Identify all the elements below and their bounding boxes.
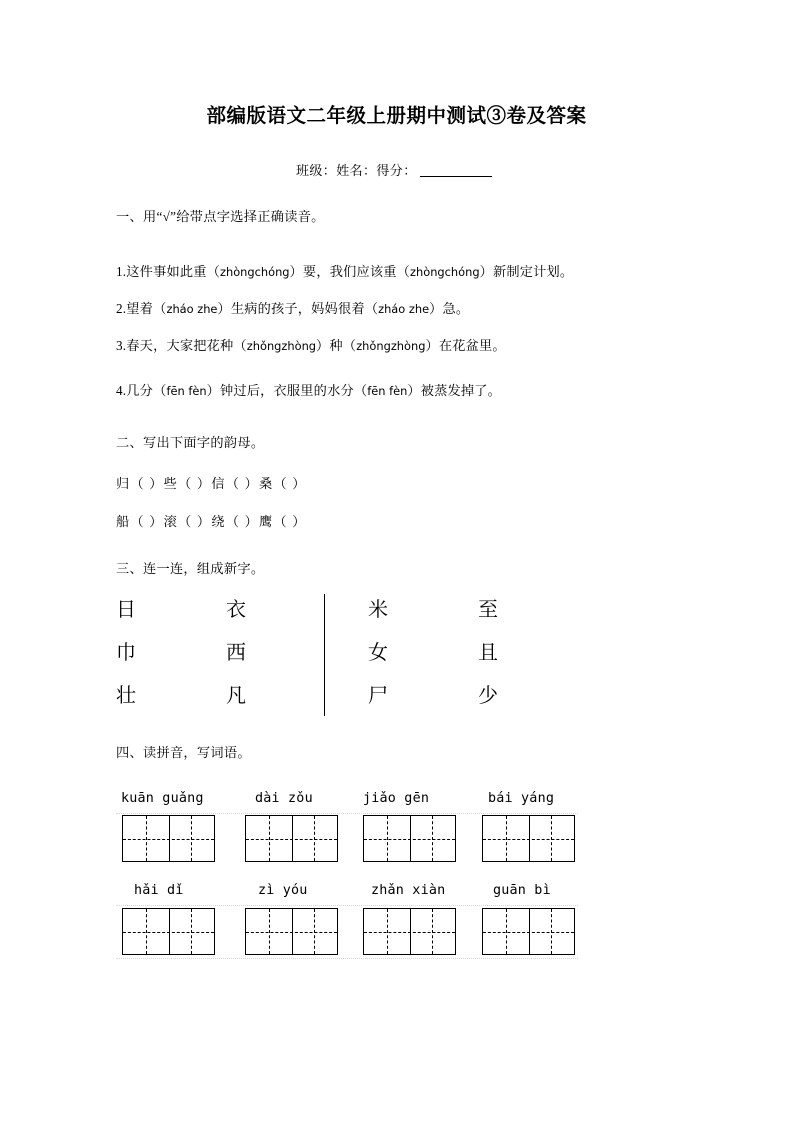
grid-cell-divider: [529, 816, 530, 861]
pinyin-word-label: hǎi dǐ: [134, 883, 184, 898]
grid-center-line: [146, 816, 147, 861]
pinyin-word-label: jiǎo gēn: [363, 791, 430, 806]
question-1-3: [116, 335, 506, 354]
yunmu-row-1[interactable]: 归（ ）些（ ）信（ ）桑（ ）: [116, 476, 307, 491]
grid-center-line: [314, 816, 315, 861]
pinyin-word-label: zhǎn xiàn: [371, 883, 446, 898]
grid-cell-divider: [410, 909, 411, 954]
match-char[interactable]: 衣: [226, 599, 246, 621]
section-2-heading: 二、写出下面字的韵母。: [116, 435, 265, 450]
grid-center-line: [191, 909, 192, 954]
grid-center-line: [432, 909, 433, 954]
pinyin-option[interactable]: zhòngchóng: [410, 265, 480, 279]
writing-grid[interactable]: [482, 908, 575, 955]
guide-rule: [116, 813, 578, 814]
page-title: 部编版语文二年级上册期中测试③卷及答案: [206, 106, 587, 127]
character-match-area: [116, 592, 576, 720]
question-1-2: [116, 298, 469, 317]
pinyin-word-label: guān bì: [493, 883, 551, 898]
question-text: ）在花盆里。: [425, 338, 506, 353]
match-char[interactable]: 西: [226, 642, 246, 664]
match-char[interactable]: 至: [478, 599, 498, 621]
grid-cell-divider: [410, 816, 411, 861]
yunmu-row-2[interactable]: 船（ ）滚（ ）绕（ ）鹰（ ）: [116, 514, 307, 529]
writing-grid[interactable]: [363, 908, 456, 955]
match-char[interactable]: 巾: [116, 642, 136, 664]
grid-cell-divider: [169, 909, 170, 954]
grid-center-line: [387, 816, 388, 861]
match-divider: [324, 594, 325, 716]
match-char[interactable]: 日: [116, 599, 136, 621]
pinyin-option[interactable]: zhǒngzhòng: [246, 339, 317, 353]
grid-cell-divider: [169, 816, 170, 861]
match-char[interactable]: 且: [478, 642, 498, 664]
section-1-heading: 一、用“√”给带点字选择正确读音。: [116, 209, 325, 224]
match-char[interactable]: 壮: [116, 685, 136, 707]
question-text: 这件事如此重（: [126, 264, 221, 279]
pinyin-option[interactable]: zháo zhe: [166, 302, 218, 316]
grid-center-line: [432, 816, 433, 861]
grid-cell-divider: [292, 816, 293, 861]
grid-center-line: [551, 816, 552, 861]
question-text: ）钟过后，衣服里的水分（: [206, 383, 368, 398]
question-text: ）急。: [429, 301, 470, 316]
section-4-heading: 四、读拼音，写词语。: [116, 745, 251, 760]
pinyin-option[interactable]: fēn fèn: [367, 384, 408, 398]
pinyin-option[interactable]: zhòngchóng: [220, 265, 290, 279]
pinyin-word-label: zì yóu: [258, 883, 308, 898]
writing-grid[interactable]: [363, 815, 456, 862]
pinyin-word-label: dài zǒu: [255, 791, 313, 806]
match-char[interactable]: 米: [368, 599, 388, 621]
grid-center-line: [146, 909, 147, 954]
question-number: 2.: [116, 301, 127, 316]
question-number: 4.: [116, 383, 127, 398]
grid-center-line: [314, 909, 315, 954]
student-info-line: [296, 160, 492, 179]
question-text: ）种（: [316, 338, 357, 353]
grid-center-line: [506, 909, 507, 954]
grid-center-line: [506, 816, 507, 861]
grid-cell-divider: [292, 909, 293, 954]
match-char[interactable]: 尸: [368, 685, 388, 707]
question-text: ）被蒸发掉了。: [407, 383, 502, 398]
guide-rule: [116, 958, 578, 959]
question-text: 春天，大家把花种（: [126, 338, 247, 353]
guide-rule: [116, 905, 578, 906]
question-text: ）生病的孩子，妈妈很着（: [217, 301, 379, 316]
grid-center-line: [191, 816, 192, 861]
question-text: ）新制定计划。: [479, 264, 574, 279]
student-info-label: 班级：姓名：得分：: [296, 163, 417, 178]
question-number: 1.: [116, 264, 127, 279]
pinyin-option[interactable]: fēn fèn: [166, 384, 207, 398]
grid-cell-divider: [529, 909, 530, 954]
grid-center-line: [387, 909, 388, 954]
match-char[interactable]: 少: [478, 685, 498, 707]
grid-center-line: [269, 909, 270, 954]
writing-grid[interactable]: [245, 815, 338, 862]
question-1-4: [116, 380, 501, 399]
question-text: ）要，我们应该重（: [289, 264, 411, 279]
question-text: 望着（: [126, 301, 167, 316]
match-char[interactable]: 凡: [226, 685, 246, 707]
writing-grid[interactable]: [122, 908, 215, 955]
pinyin-word-label: bái yáng: [488, 791, 555, 806]
writing-grid[interactable]: [122, 815, 215, 862]
score-blank[interactable]: [420, 176, 492, 177]
section-3-heading: 三、连一连，组成新字。: [116, 561, 265, 576]
writing-grid[interactable]: [245, 908, 338, 955]
match-char[interactable]: 女: [368, 642, 388, 664]
question-text: 几分（: [126, 383, 167, 398]
pinyin-option[interactable]: zhǒngzhòng: [356, 339, 426, 353]
grid-center-line: [551, 909, 552, 954]
pinyin-option[interactable]: zháo zhe: [378, 302, 430, 316]
writing-grid[interactable]: [482, 815, 575, 862]
grid-center-line: [269, 816, 270, 861]
question-1-1: [116, 261, 573, 280]
question-number: 3.: [116, 338, 127, 353]
pinyin-word-label: kuān guǎng: [121, 791, 204, 806]
